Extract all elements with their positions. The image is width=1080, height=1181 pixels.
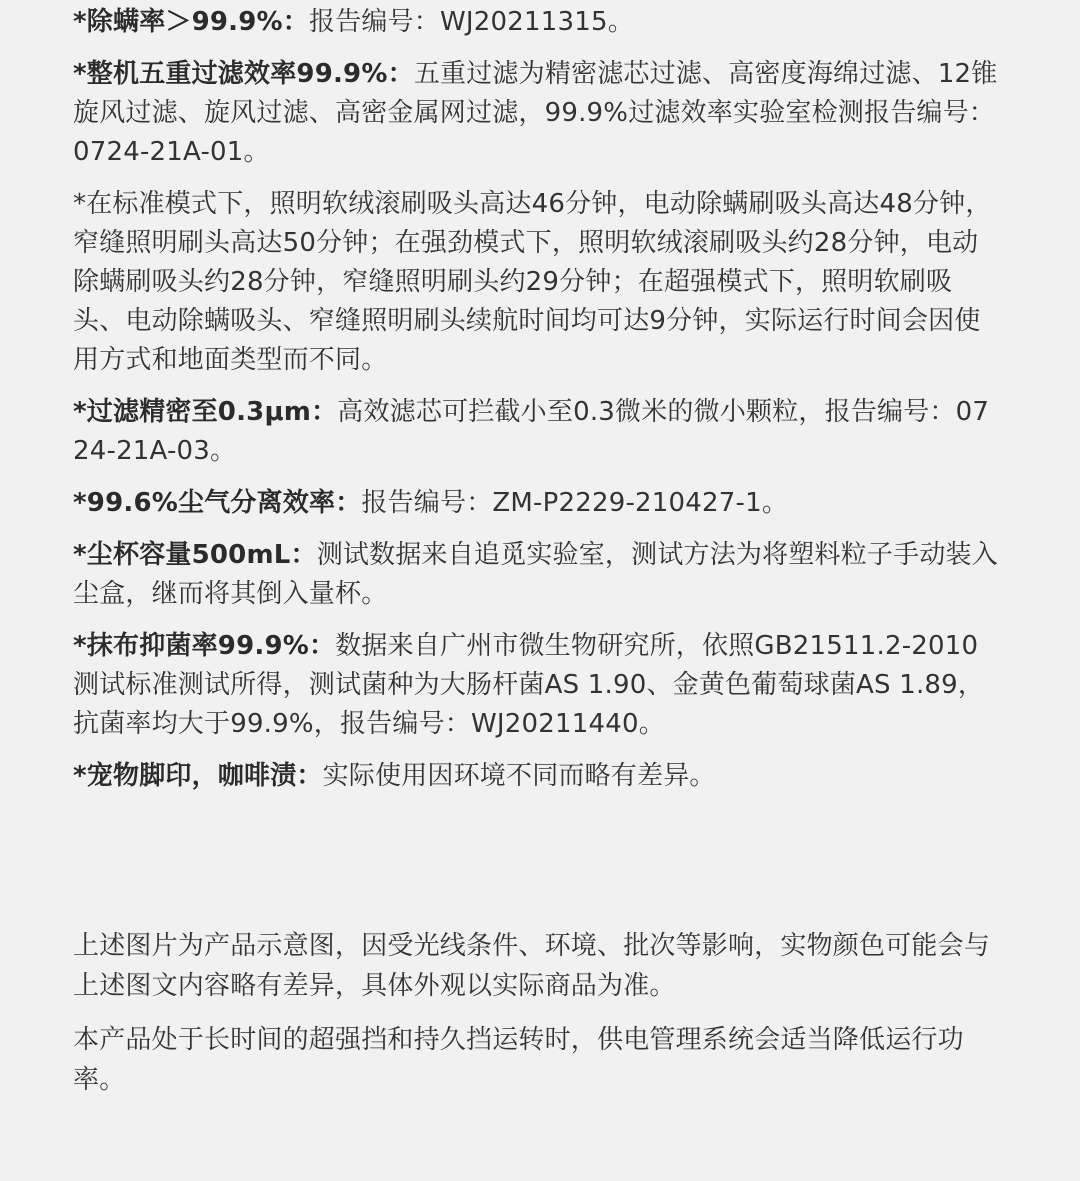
footnote-label: *抹布抑菌率99.9%： bbox=[73, 631, 336, 661]
footnote-filter-precision bbox=[73, 393, 1003, 471]
footnote-text: 五重过滤为精密滤芯过滤、高密度海绵过滤、12锥旋风过滤、旋风过滤、高密金属网过滤，99.9%过滤效率实验室检测报告编号：0724-21A-01。 bbox=[73, 59, 998, 167]
footnotes-section bbox=[73, 3, 1003, 809]
footnote-label: *除螨率＞99.9%： bbox=[73, 7, 309, 37]
disclaimer-section bbox=[73, 926, 1003, 1114]
footnote-label: *宠物脚印，咖啡渍： bbox=[73, 761, 323, 791]
footnote-mite-removal bbox=[73, 3, 1003, 42]
disclaimer-image-notice: 上述图片为产品示意图，因受光线条件、环境、批次等影响，实物颜色可能会与上述图文内容略有差异，具体外观以实际商品为准。 bbox=[73, 931, 991, 1001]
footnote-text: 报告编号：WJ20211315。 bbox=[309, 7, 634, 37]
footnote-text: 高效滤芯可拦截小至0.3微米的微小颗粒，报告编号：0724-21A-03。 bbox=[73, 397, 990, 466]
footnote-mop-antibacterial bbox=[73, 627, 1003, 744]
footnote-label: *过滤精密至0.3μm： bbox=[73, 397, 338, 427]
footnote-label: *整机五重过滤效率99.9%： bbox=[73, 59, 414, 89]
footnote-runtime bbox=[73, 185, 1003, 380]
footnote-filtration-efficiency bbox=[73, 55, 1003, 172]
footnote-stains bbox=[73, 757, 1003, 796]
disclaimer-power-notice: 本产品处于长时间的超强挡和持久挡运转时，供电管理系统会适当降低运行功率。 bbox=[73, 1025, 964, 1095]
footnote-text: 实际使用因环境不同而略有差异。 bbox=[322, 761, 716, 791]
footnote-text: 数据来自广州市微生物研究所，依照GB21511.2-2010测试标准测试所得，测试菌种为大肠杆菌AS 1.90、金黄色葡萄球菌AS 1.89，抗菌率均大于99.9%，报告编号：WJ20211440。 bbox=[73, 631, 985, 739]
footnote-label: *尘杯容量500mL： bbox=[73, 540, 317, 570]
footnote-text: *在标准模式下，照明软绒滚刷吸头高达46分钟，电动除螨刷吸头高达48分钟，窄缝照明刷头高达50分钟；在强劲模式下，照明软绒滚刷吸头约28分钟，电动除螨刷吸头约28分钟，窄缝照明刷头约29分钟；在超强模式下，照明软刷吸头、电动除螨吸头、窄缝照明刷头续航时间均可达9分钟，实际运行时间会因使用方式和地面类型而不同。 bbox=[73, 189, 992, 375]
footnote-dust-cup-capacity bbox=[73, 536, 1003, 614]
footnote-dust-separation bbox=[73, 484, 1003, 523]
footnote-label: *99.6%尘气分离效率： bbox=[73, 488, 362, 518]
footnote-text: 测试数据来自追觅实验室，测试方法为将塑料粒子手动装入尘盒，继而将其倒入量杯。 bbox=[73, 540, 998, 609]
footnote-text: 报告编号：ZM-P2229-210427-1。 bbox=[361, 488, 789, 518]
